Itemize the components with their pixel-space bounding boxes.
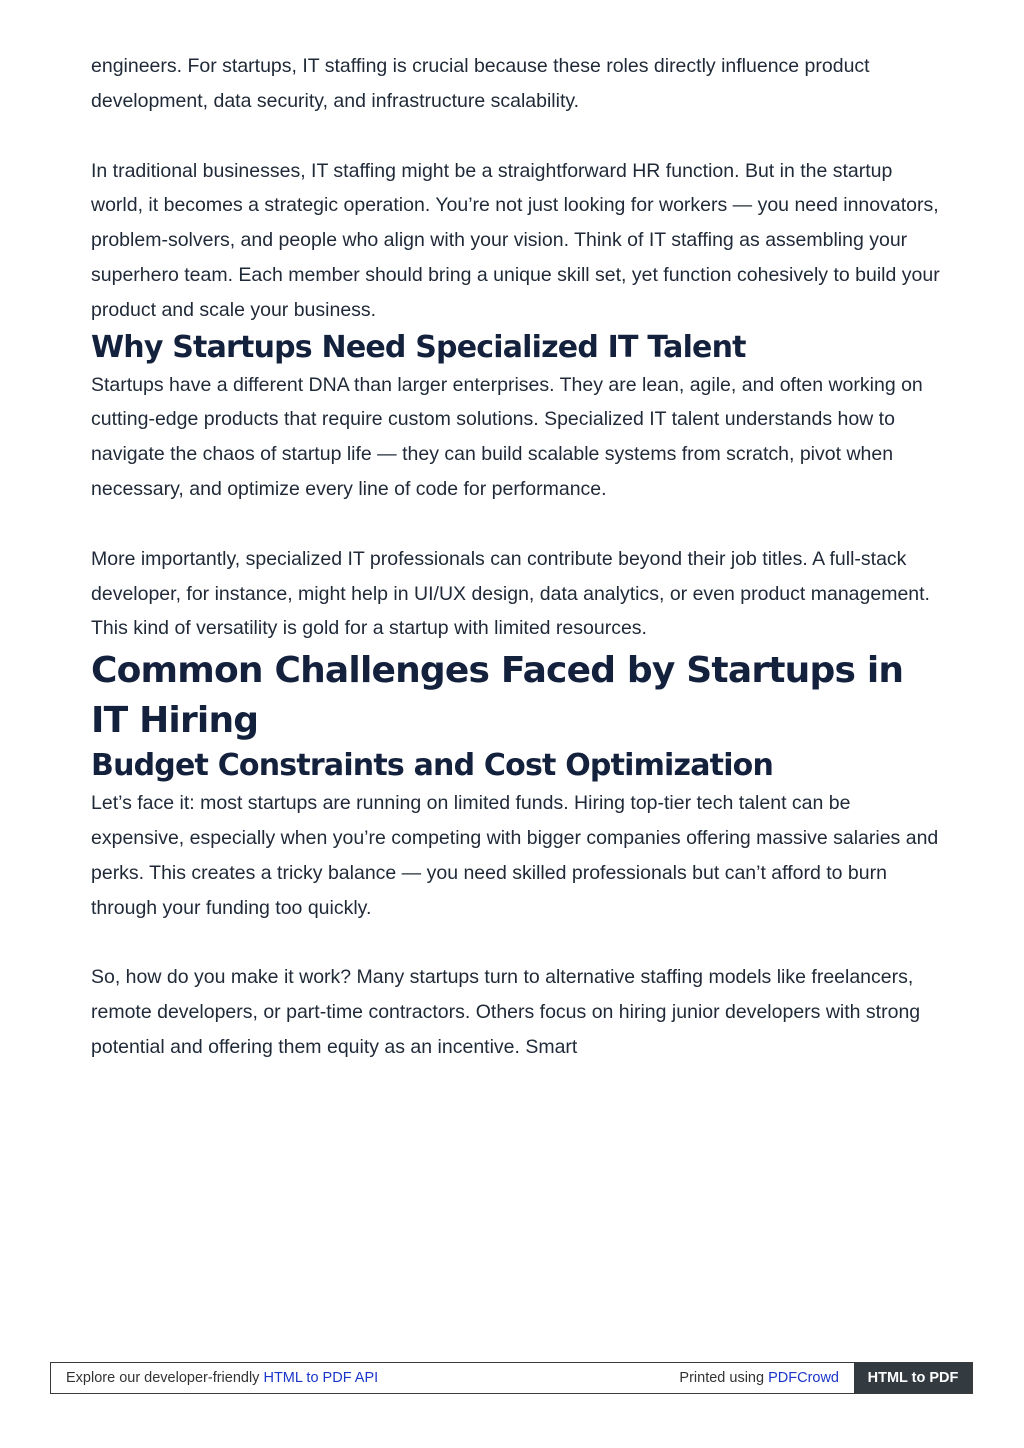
- pdfcrowd-footer-bar: [50, 1362, 973, 1394]
- section-heading-why-specialized-talent: Why Startups Need Specialized IT Talent: [91, 329, 746, 365]
- paragraph-gap: [91, 119, 941, 154]
- footer-explore-text: Explore our developer-friendly: [66, 1370, 264, 1386]
- subsection-heading-budget-constraints: Budget Constraints and Cost Optimization: [91, 748, 774, 784]
- footer-printed: [679, 1363, 854, 1393]
- section-heading-common-challenges: Common Challenges Faced by Startups in IT Hiring: [91, 650, 904, 742]
- html-to-pdf-api-link[interactable]: HTML to PDF API: [263, 1370, 379, 1386]
- paragraph: More importantly, specialized IT professionals can contribute beyond their job titles. A full-stack developer, for instance, might help in UI/UX design, data analytics, or even product management. This kind of versatility is gold for a startup with limited resources.: [91, 547, 930, 640]
- paragraph: Let’s face it: most startups are running on limited funds. Hiring top-tier tech talent can be expensive, especially when you’re competing with bigger companies offering massive salaries and perks. This creates a tricky balance — you need skilled professionals but can’t afford to burn through your funding too quickly.: [91, 792, 939, 919]
- html-to-pdf-badge-button[interactable]: HTML to PDF: [854, 1363, 972, 1393]
- paragraph: engineers. For startups, IT staffing is crucial because these roles directly influence product development, data security, and infrastructure scalability.: [91, 55, 870, 112]
- paragraph-gap: [91, 925, 941, 960]
- paragraph: Startups have a different DNA than larger enterprises. They are lean, agile, and often working on cutting-edge products that require custom solutions. Specialized IT talent understands how to navigate the chaos of startup life — they can build scalable systems from scratch, pivot when necessary, and optimize every line of code for performance.: [91, 373, 923, 500]
- footer-printed-text: Printed using: [679, 1370, 769, 1386]
- pdfcrowd-link[interactable]: PDFCrowd: [768, 1370, 839, 1386]
- paragraph: In traditional businesses, IT staffing might be a straightforward HR function. But in the startup world, it becomes a strategic operation. You’re not just looking for workers — you need innovators, problem-solvers, and people who align with your vision. Think of IT staffing as assembling your superhero team. Each member should bring a unique skill set, yet function cohesively to build your product and scale your business.: [91, 159, 940, 321]
- paragraph: So, how do you make it work? Many startups turn to alternative staffing models like freelancers, remote developers, or part-time contractors. Others focus on hiring junior developers with strong potential and offering them equity as an incentive. Smart: [91, 966, 921, 1058]
- footer-explore: [51, 1363, 679, 1393]
- article-body: [91, 49, 941, 1065]
- paragraph-gap: [91, 507, 941, 542]
